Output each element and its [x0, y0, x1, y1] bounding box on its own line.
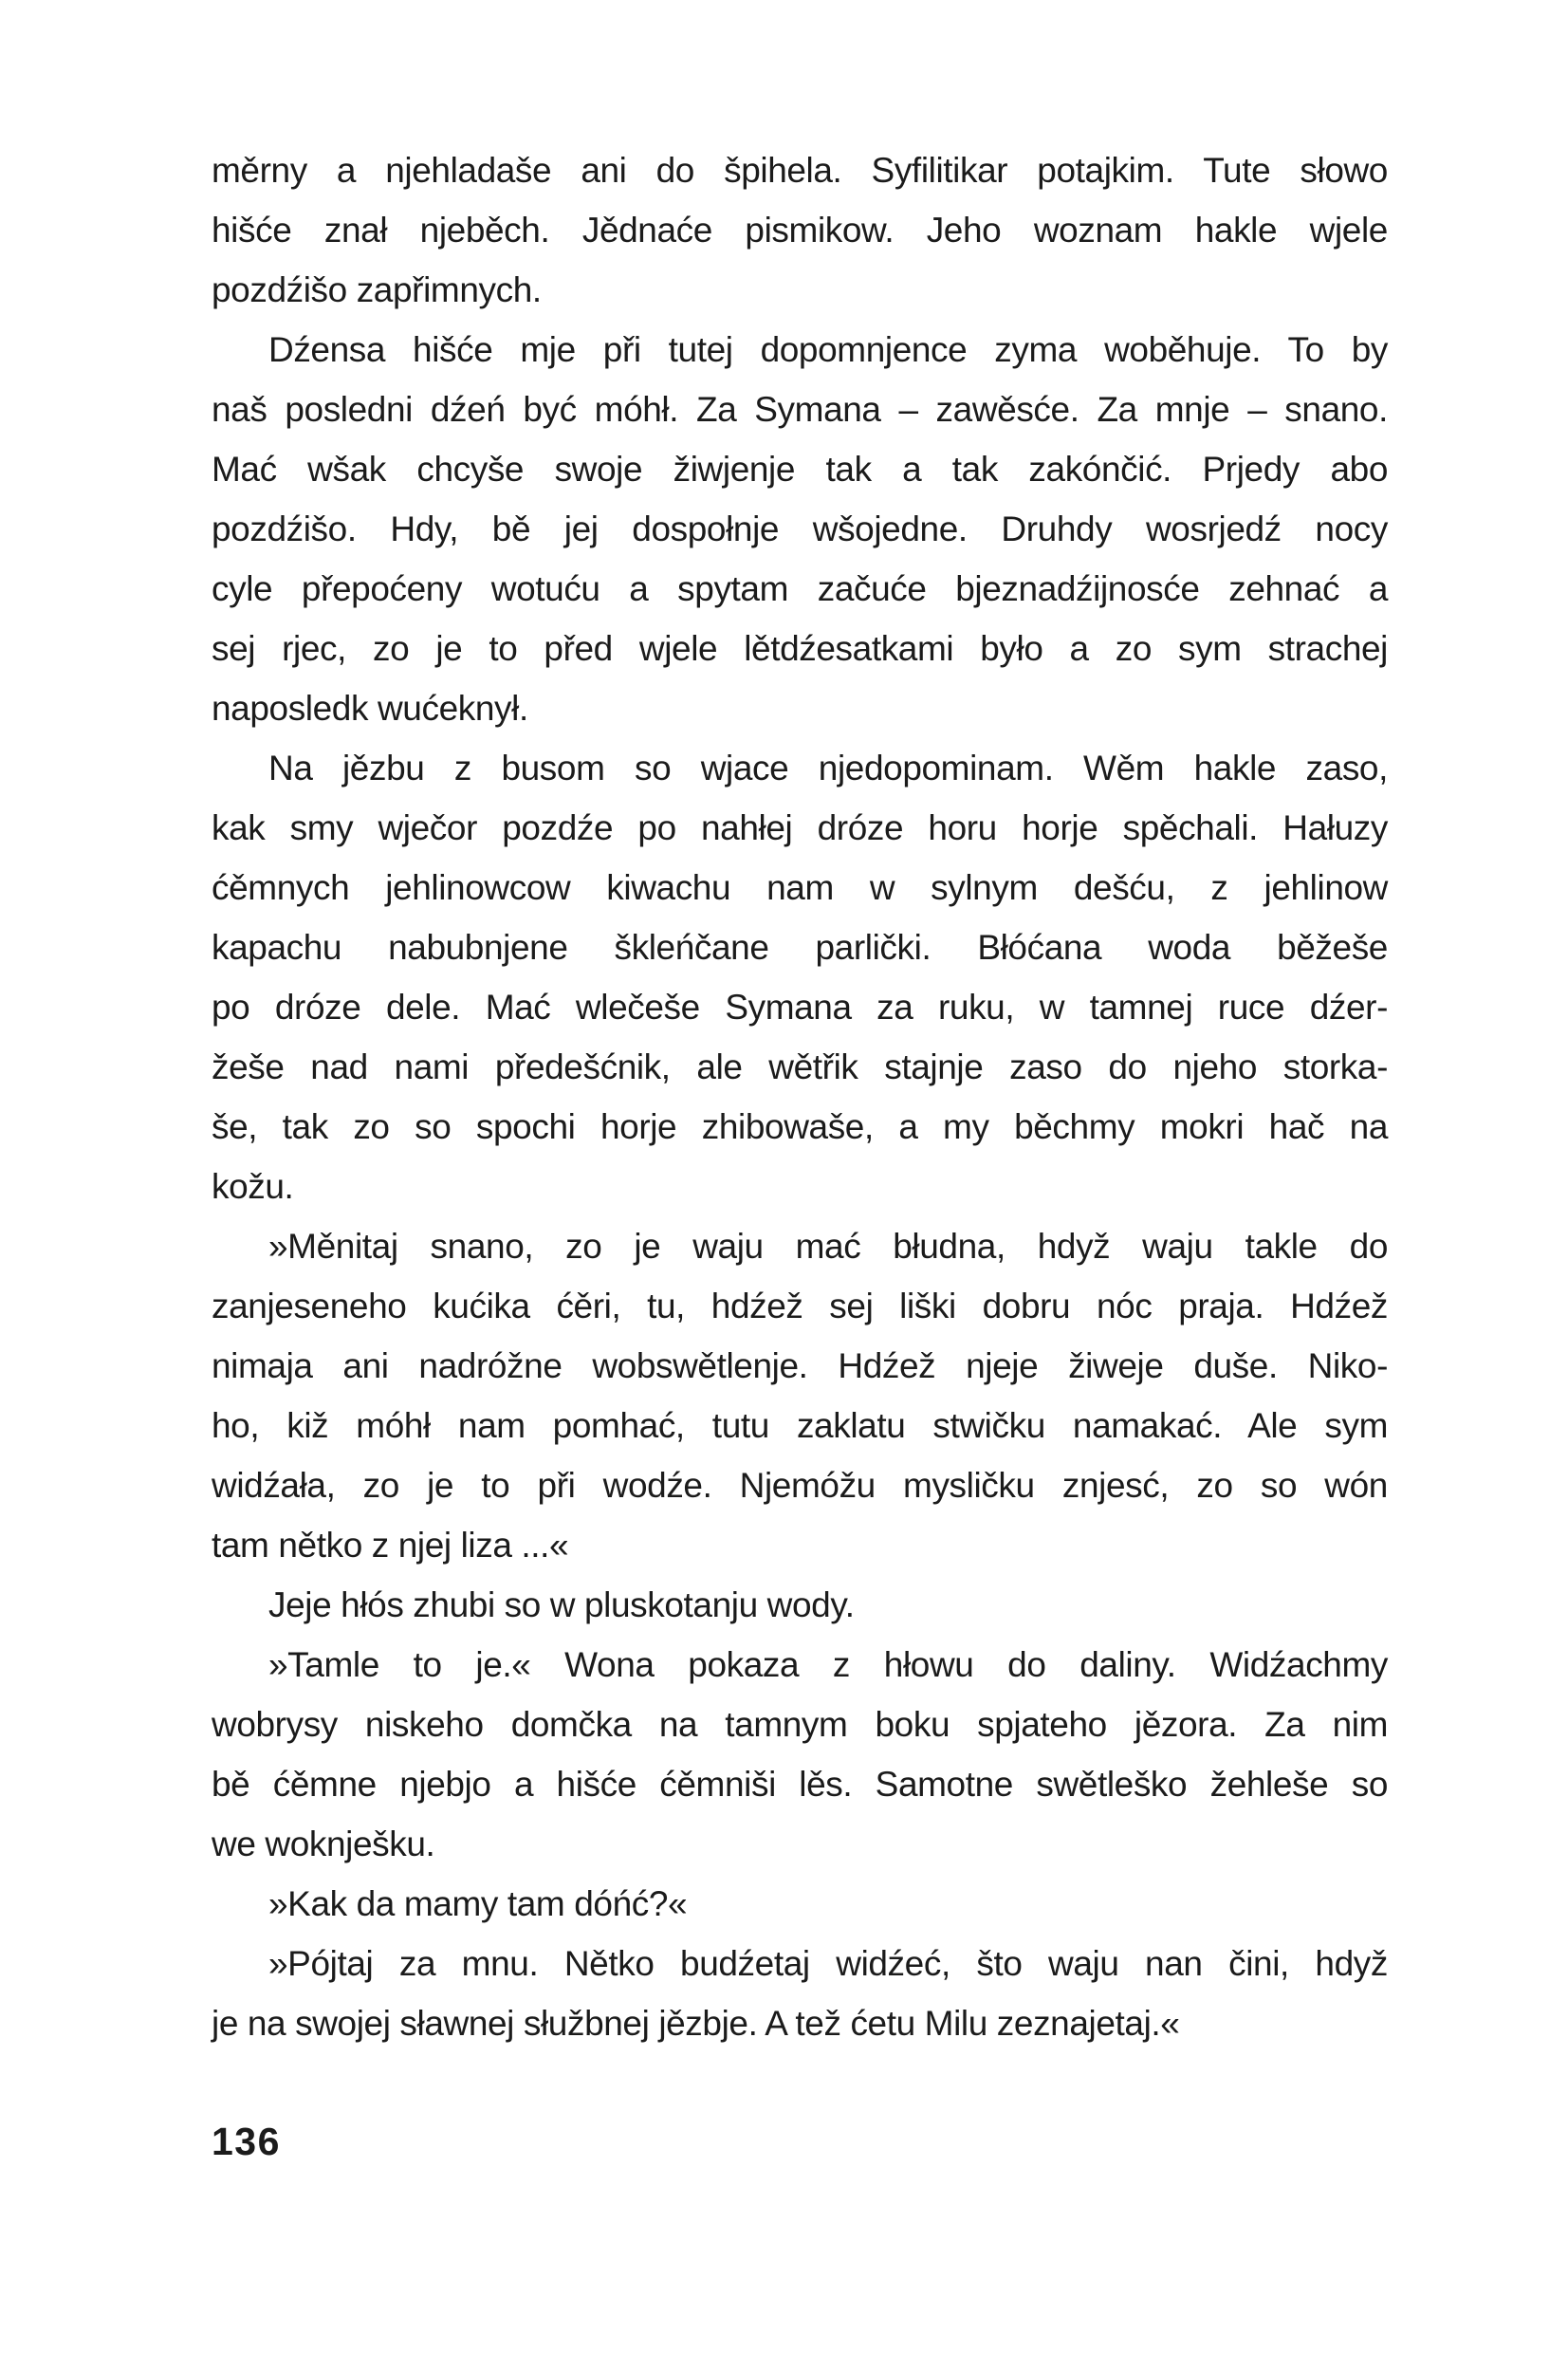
text-line: ho, kiž móhł nam pomhać, tutu zaklatu stwičku namakać. Ale sym — [212, 1406, 1388, 1445]
text-line: cyle přepoćeny wotuću a spytam začuće bjeznadźijnosće zehnać a — [212, 569, 1388, 608]
text-line: we woknješku. — [212, 1825, 435, 1863]
text-block — [212, 140, 1388, 2053]
text-line: pozdźišo zapřimnych. — [212, 270, 542, 309]
page-number: 136 — [212, 2120, 281, 2163]
text-line: Jeje hłós zhubi so w pluskotanju wody. — [268, 1585, 855, 1624]
paragraph — [212, 140, 1388, 320]
paragraph — [212, 738, 1388, 1216]
paragraph — [212, 1934, 1388, 2053]
text-line: »Kak da mamy tam dóńć?« — [268, 1884, 688, 1923]
text-line: kožu. — [212, 1167, 294, 1206]
text-line: nimaja ani nadróžne wobswětlenje. Hdźež njeje žiweje duše. Niko- — [212, 1346, 1388, 1385]
text-line: po dróze dele. Mać wlečeše Symana za ruku, w tamnej ruce dźer- — [212, 988, 1388, 1027]
text-line: še, tak zo so spochi horje zhibowaše, a my běchmy mokri hač na — [212, 1107, 1388, 1146]
text-line: wobrysy niskeho domčka na tamnym boku spjateho jězora. Za nim — [212, 1705, 1388, 1744]
paragraph — [212, 1874, 1388, 1934]
text-line: Mać wšak chcyše swoje žiwjenje tak a tak zakónčić. Prjedy abo — [212, 450, 1388, 489]
text-line: tam nětko z njej liza ...« — [212, 1526, 569, 1565]
text-line: zanjeseneho kućika ćěri, tu, hdźež sej liški dobru nóc praja. Hdźež — [212, 1287, 1388, 1325]
paragraph — [212, 1216, 1388, 1575]
text-line: naš posledni dźeń być móhł. Za Symana – zawěsće. Za mnje – snano. — [212, 390, 1388, 429]
text-line: pozdźišo. Hdy, bě jej dospołnje wšojedne. Druhdy wosrjedź nocy — [212, 510, 1388, 548]
text-line: měrny a njehladaše ani do špihela. Syfilitikar potajkim. Tute słowo — [212, 151, 1388, 190]
text-line: sej rjec, zo je to před wjele lětdźesatkami było a zo sym strachej — [212, 629, 1388, 668]
text-line: »Měnitaj snano, zo je waju mać błudna, hdyž waju takle do — [268, 1227, 1388, 1266]
text-line: bě ćěmne njebjo a hišće ćěmniši lěs. Samotne swětleško žehleše so — [212, 1765, 1388, 1804]
text-line: žeše nad nami předešćnik, ale wětřik stajnje zaso do njeho storka- — [212, 1047, 1388, 1086]
text-line: Dźensa hišće mje při tutej dopomnjence zyma woběhuje. To by — [268, 330, 1388, 369]
text-line: Na jězbu z busom so wjace njedopominam. Wěm hakle zaso, — [268, 749, 1388, 787]
text-line: ćěmnych jehlinowcow kiwachu nam w sylnym dešću, z jehlinow — [212, 868, 1388, 907]
text-line: kapachu nabubnjene škleńčane parlički. Błóćana woda běžeše — [212, 928, 1388, 967]
paragraph — [212, 1635, 1388, 1874]
text-line: kak smy wječor pozdźe po nahłej dróze horu horje spěchali. Hałuzy — [212, 808, 1388, 847]
paragraph — [212, 320, 1388, 738]
text-line: je na swojej sławnej słužbnej jězbje. A tež ćetu Milu zeznajetaj.« — [212, 2004, 1180, 2043]
paragraph — [212, 1575, 1388, 1635]
text-line: »Tamle to je.« Wona pokaza z hłowu do daliny. Widźachmy — [268, 1645, 1388, 1684]
text-line: hišće znał njeběch. Jědnaće pismikow. Jeho woznam hakle wjele — [212, 211, 1388, 250]
text-line: widźała, zo je to při wodźe. Njemóžu mysličku znjesć, zo so wón — [212, 1466, 1388, 1505]
text-line: »Pójtaj za mnu. Nětko budźetaj widźeć, što waju nan čini, hdyž — [268, 1944, 1388, 1983]
text-line: naposledk wućeknył. — [212, 689, 528, 728]
